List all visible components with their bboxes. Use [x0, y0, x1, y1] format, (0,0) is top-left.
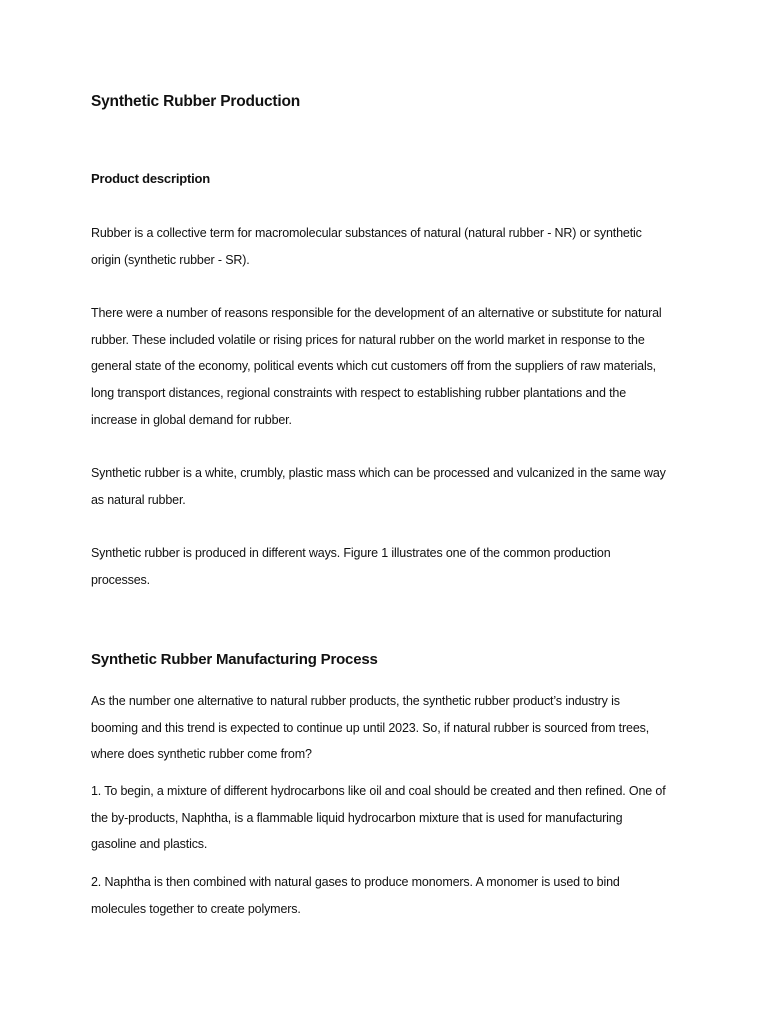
text-line: processes.: [91, 572, 150, 587]
paragraph-step-1: [91, 778, 691, 858]
text-line: Synthetic rubber is a white, crumbly, plastic mass which can be processed and vulcanized in the same way: [91, 466, 666, 480]
text-line: As the number one alternative to natural rubber products, the synthetic rubber product’s industry is: [91, 694, 620, 708]
text-line: 2. Naphtha is then combined with natural gases to produce monomers. A monomer is used to bind: [91, 875, 620, 889]
text-line: Synthetic rubber is produced in different ways. Figure 1 illustrates one of the common production: [91, 546, 611, 560]
text-line: as natural rubber.: [91, 492, 186, 507]
manufacturing-process-heading: Synthetic Rubber Manufacturing Process: [91, 651, 378, 668]
text-line: long transport distances, regional constraints with respect to establishing rubber plantations and the: [91, 386, 627, 401]
text-line: molecules together to create polymers.: [91, 901, 301, 916]
paragraph-synthetic-properties: [91, 460, 691, 513]
text-line: 1. To begin, a mixture of different hydrocarbons like oil and coal should be created and then refined. One of: [91, 784, 666, 798]
paragraph-industry-intro: [91, 688, 691, 768]
text-line: rubber. These included volatile or rising prices for natural rubber on the world market in response to the: [91, 332, 645, 347]
text-line: where does synthetic rubber come from?: [91, 747, 312, 762]
product-description-heading: Product description: [91, 171, 210, 186]
paragraph-rubber-definition: [91, 220, 691, 273]
text-line: Rubber is a collective term for macromolecular substances of natural (natural rubber - NR) or synthetic: [91, 226, 642, 240]
text-line: booming and this trend is expected to continue up until 2023. So, if natural rubber is sourced from trees,: [91, 720, 650, 735]
text-line: the by-products, Naphtha, is a flammable liquid hydrocarbon mixture that is used for manufacturing: [91, 810, 623, 825]
text-line: There were a number of reasons responsible for the development of an alternative or substitute for natural: [91, 306, 662, 320]
paragraph-step-2: [91, 869, 691, 922]
text-line: increase in global demand for rubber.: [91, 412, 292, 427]
text-line: general state of the economy, political events which cut customers off from the suppliers of raw materials,: [91, 359, 657, 374]
text-line: origin (synthetic rubber - SR).: [91, 252, 250, 267]
document-title: Synthetic Rubber Production: [91, 93, 301, 110]
paragraph-development-reasons: [91, 300, 691, 434]
text-line: gasoline and plastics.: [91, 837, 208, 852]
paragraph-production-ways: [91, 540, 691, 593]
